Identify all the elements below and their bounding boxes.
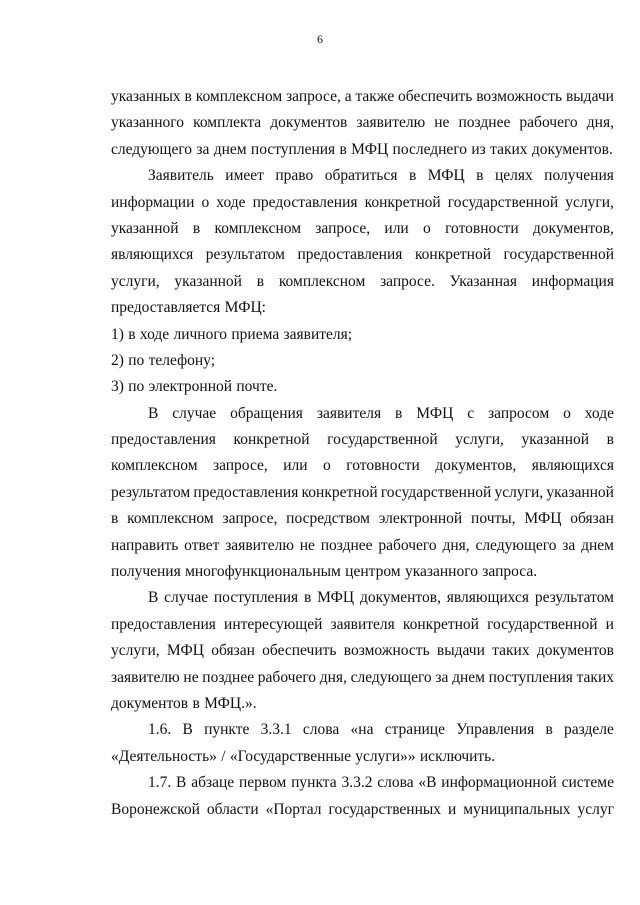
text-line: 1) в ходе личного приема заявителя; [111, 325, 353, 343]
text-line: следующего за днем поступления в МФЦ последнего из таких документов. [111, 140, 613, 158]
text-line: услуги, МФЦ обязан обеспечить возможность выдачи таких документов [111, 642, 614, 660]
text-line: комплексном запросе, или о готовности документов, являющихся [111, 457, 614, 475]
text-line: получения многофункциональным центром указанного запроса. [111, 563, 538, 581]
document-body [111, 84, 614, 823]
text-line: 2) по телефону; [111, 351, 216, 369]
text-line: В случае обращения заявителя в МФЦ с запросом о ходе [148, 404, 614, 422]
paragraph [111, 348, 614, 374]
paragraph [111, 717, 614, 770]
text-line: Воронежской области «Портал государственных и муниципальных услуг [111, 800, 614, 818]
text-line: 3) по электронной почте. [111, 378, 278, 396]
text-line: услуги, указанной в комплексном запросе. Указанная информация [111, 272, 614, 290]
text-line: информации о ходе предоставления конкретной государственной услуги, [111, 193, 614, 211]
page-number: 6 [317, 32, 323, 46]
text-line: документов в МФЦ.». [111, 694, 257, 712]
text-line: предоставления конкретной государственной услуги, указанной в [111, 431, 614, 449]
text-line: «Деятельность» / «Государственные услуги»» исключить. [111, 747, 496, 765]
text-line: указанного комплекта документов заявителю не позднее рабочего дня, [111, 114, 614, 132]
text-line: Заявитель имеет право обратиться в МФЦ в целях получения [148, 167, 614, 185]
text-line: 1.7. В абзаце первом пункта 3.3.2 слова «В информационной системе [148, 774, 614, 792]
paragraph [111, 374, 614, 400]
paragraph [111, 585, 614, 717]
text-line: заявителю не позднее рабочего дня, следующего за днем поступления таких [111, 668, 614, 686]
text-line: в комплексном запросе, посредством электронной почты, МФЦ обязан [111, 510, 614, 528]
text-line: 1.6. В пункте 3.3.1 слова «на странице Управления в разделе [148, 721, 614, 739]
text-line: указанной в комплексном запросе, или о готовности документов, [111, 219, 614, 237]
text-line: являющихся результатом предоставления конкретной государственной [111, 246, 614, 264]
text-line: результатом предоставления конкретной государственной услуги, указанной [111, 483, 614, 501]
paragraph [111, 163, 614, 321]
paragraph [111, 84, 614, 163]
text-line: направить ответ заявителю не позднее рабочего дня, следующего за днем [111, 536, 614, 554]
text-line: предоставления интересующей заявителя конкретной государственной и [111, 615, 614, 633]
paragraph [111, 401, 614, 586]
paragraph [111, 322, 614, 348]
text-line: указанных в комплексном запросе, а также обеспечить возможность выдачи [111, 88, 614, 105]
paragraph [111, 770, 614, 823]
text-line: В случае поступления в МФЦ документов, являющихся результатом [148, 589, 614, 607]
text-line: предоставляется МФЦ: [111, 299, 266, 317]
